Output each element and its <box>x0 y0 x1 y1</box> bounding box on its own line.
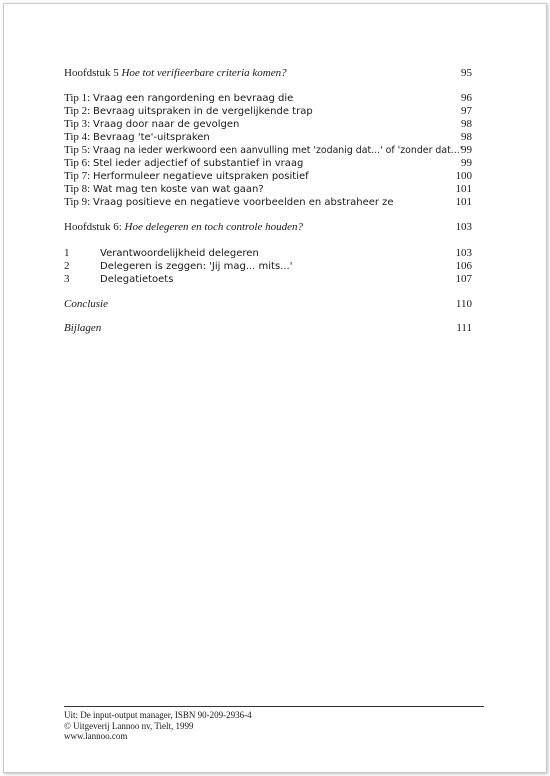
chapter-6-entry <box>64 220 472 234</box>
tip-text: Herformuleer negatieve uitspraken positief <box>93 171 309 182</box>
tip-entry <box>64 169 472 183</box>
tip-entry <box>64 143 472 157</box>
tip-label: Tip 2: <box>64 105 91 117</box>
bijlagen-entry <box>64 321 472 335</box>
tip-page: 97 <box>461 105 472 117</box>
conclusie-title: Conclusie <box>64 298 108 310</box>
tip-label: Tip 7: <box>64 170 91 182</box>
section-entry <box>64 246 472 260</box>
chapter-5-page: 95 <box>461 67 472 79</box>
conclusie-page: 110 <box>455 298 472 310</box>
tip-text: Wat mag ten koste van wat gaan? <box>93 184 264 195</box>
tip-page: 98 <box>461 118 472 130</box>
tip-entry <box>64 156 472 170</box>
tip-entry <box>64 117 472 131</box>
section-entry <box>64 259 472 273</box>
tip-text: Vraag door naar de gevolgen <box>93 119 240 130</box>
footer-website: www.lannoo.com <box>64 731 128 741</box>
tip-text: Stel ieder adjectief of substantief in vraag <box>93 158 304 169</box>
tip-text: Vraag positieve en negatieve voorbeelden en abstraheer ze <box>93 197 394 208</box>
tip-text: Bevraag 'te'-uitspraken <box>93 132 210 143</box>
chapter-6-page: 103 <box>455 221 472 233</box>
tip-label: Tip 3: <box>64 118 91 130</box>
tip-page: 96 <box>461 92 472 104</box>
footer-source: Uit: De input-output manager, ISBN 90-209-2936-4 <box>64 710 252 720</box>
tip-entry <box>64 182 472 196</box>
chapter-6-prefix: Hoofdstuk 6: <box>64 221 122 233</box>
section-number: 3 <box>64 273 70 285</box>
footer-divider <box>64 706 484 707</box>
section-page: 103 <box>455 247 472 259</box>
section-text: Delegeren is zeggen: 'Jij mag... mits...' <box>100 261 293 272</box>
tip-text: Bevraag uitspraken in de vergelijkende trap <box>93 106 313 117</box>
tip-label: Tip 9: <box>64 196 91 208</box>
section-number: 2 <box>64 260 70 272</box>
tip-label: Tip 5: <box>64 144 91 156</box>
section-text: Delegatietoets <box>100 274 174 285</box>
bijlagen-page: 111 <box>456 322 472 334</box>
conclusie-entry <box>64 297 472 311</box>
tip-entry <box>64 130 472 144</box>
tip-label: Tip 6: <box>64 157 91 169</box>
section-entry <box>64 272 472 286</box>
tip-page: 98 <box>461 131 472 143</box>
chapter-5-entry <box>64 66 472 80</box>
bijlagen-title: Bijlagen <box>64 322 102 334</box>
tip-entry <box>64 91 472 105</box>
tip-page: 101 <box>455 183 472 195</box>
section-page: 107 <box>455 273 472 285</box>
section-text: Verantwoordelijkheid delegeren <box>100 248 259 259</box>
footer-copyright: © Uitgeverij Lannoo nv, Tielt, 1999 <box>64 720 194 731</box>
tip-label: Tip 1: <box>64 92 91 104</box>
tip-label: Tip 8: <box>64 183 91 195</box>
section-number: 1 <box>64 247 70 259</box>
tip-page: 101 <box>455 196 472 208</box>
chapter-5-title: Hoe tot verifieerbare criteria komen? <box>121 67 287 79</box>
chapter-6-title: Hoe delegeren en toch controle houden? <box>124 221 303 233</box>
tip-entry <box>64 104 472 118</box>
chapter-5-prefix: Hoofdstuk 5 <box>64 67 119 79</box>
tip-label: Tip 4: <box>64 131 91 143</box>
tip-page: 99 <box>461 144 472 156</box>
tip-text: Vraag na ieder werkwoord een aanvulling met 'zodanig dat...' of 'zonder dat...' <box>93 145 463 156</box>
tip-entry <box>64 195 472 209</box>
section-page: 106 <box>455 260 472 272</box>
tip-text: Vraag een rangordening en bevraag die <box>93 93 294 104</box>
tip-page: 100 <box>455 170 472 182</box>
footer <box>64 710 484 742</box>
tip-page: 99 <box>461 157 472 169</box>
